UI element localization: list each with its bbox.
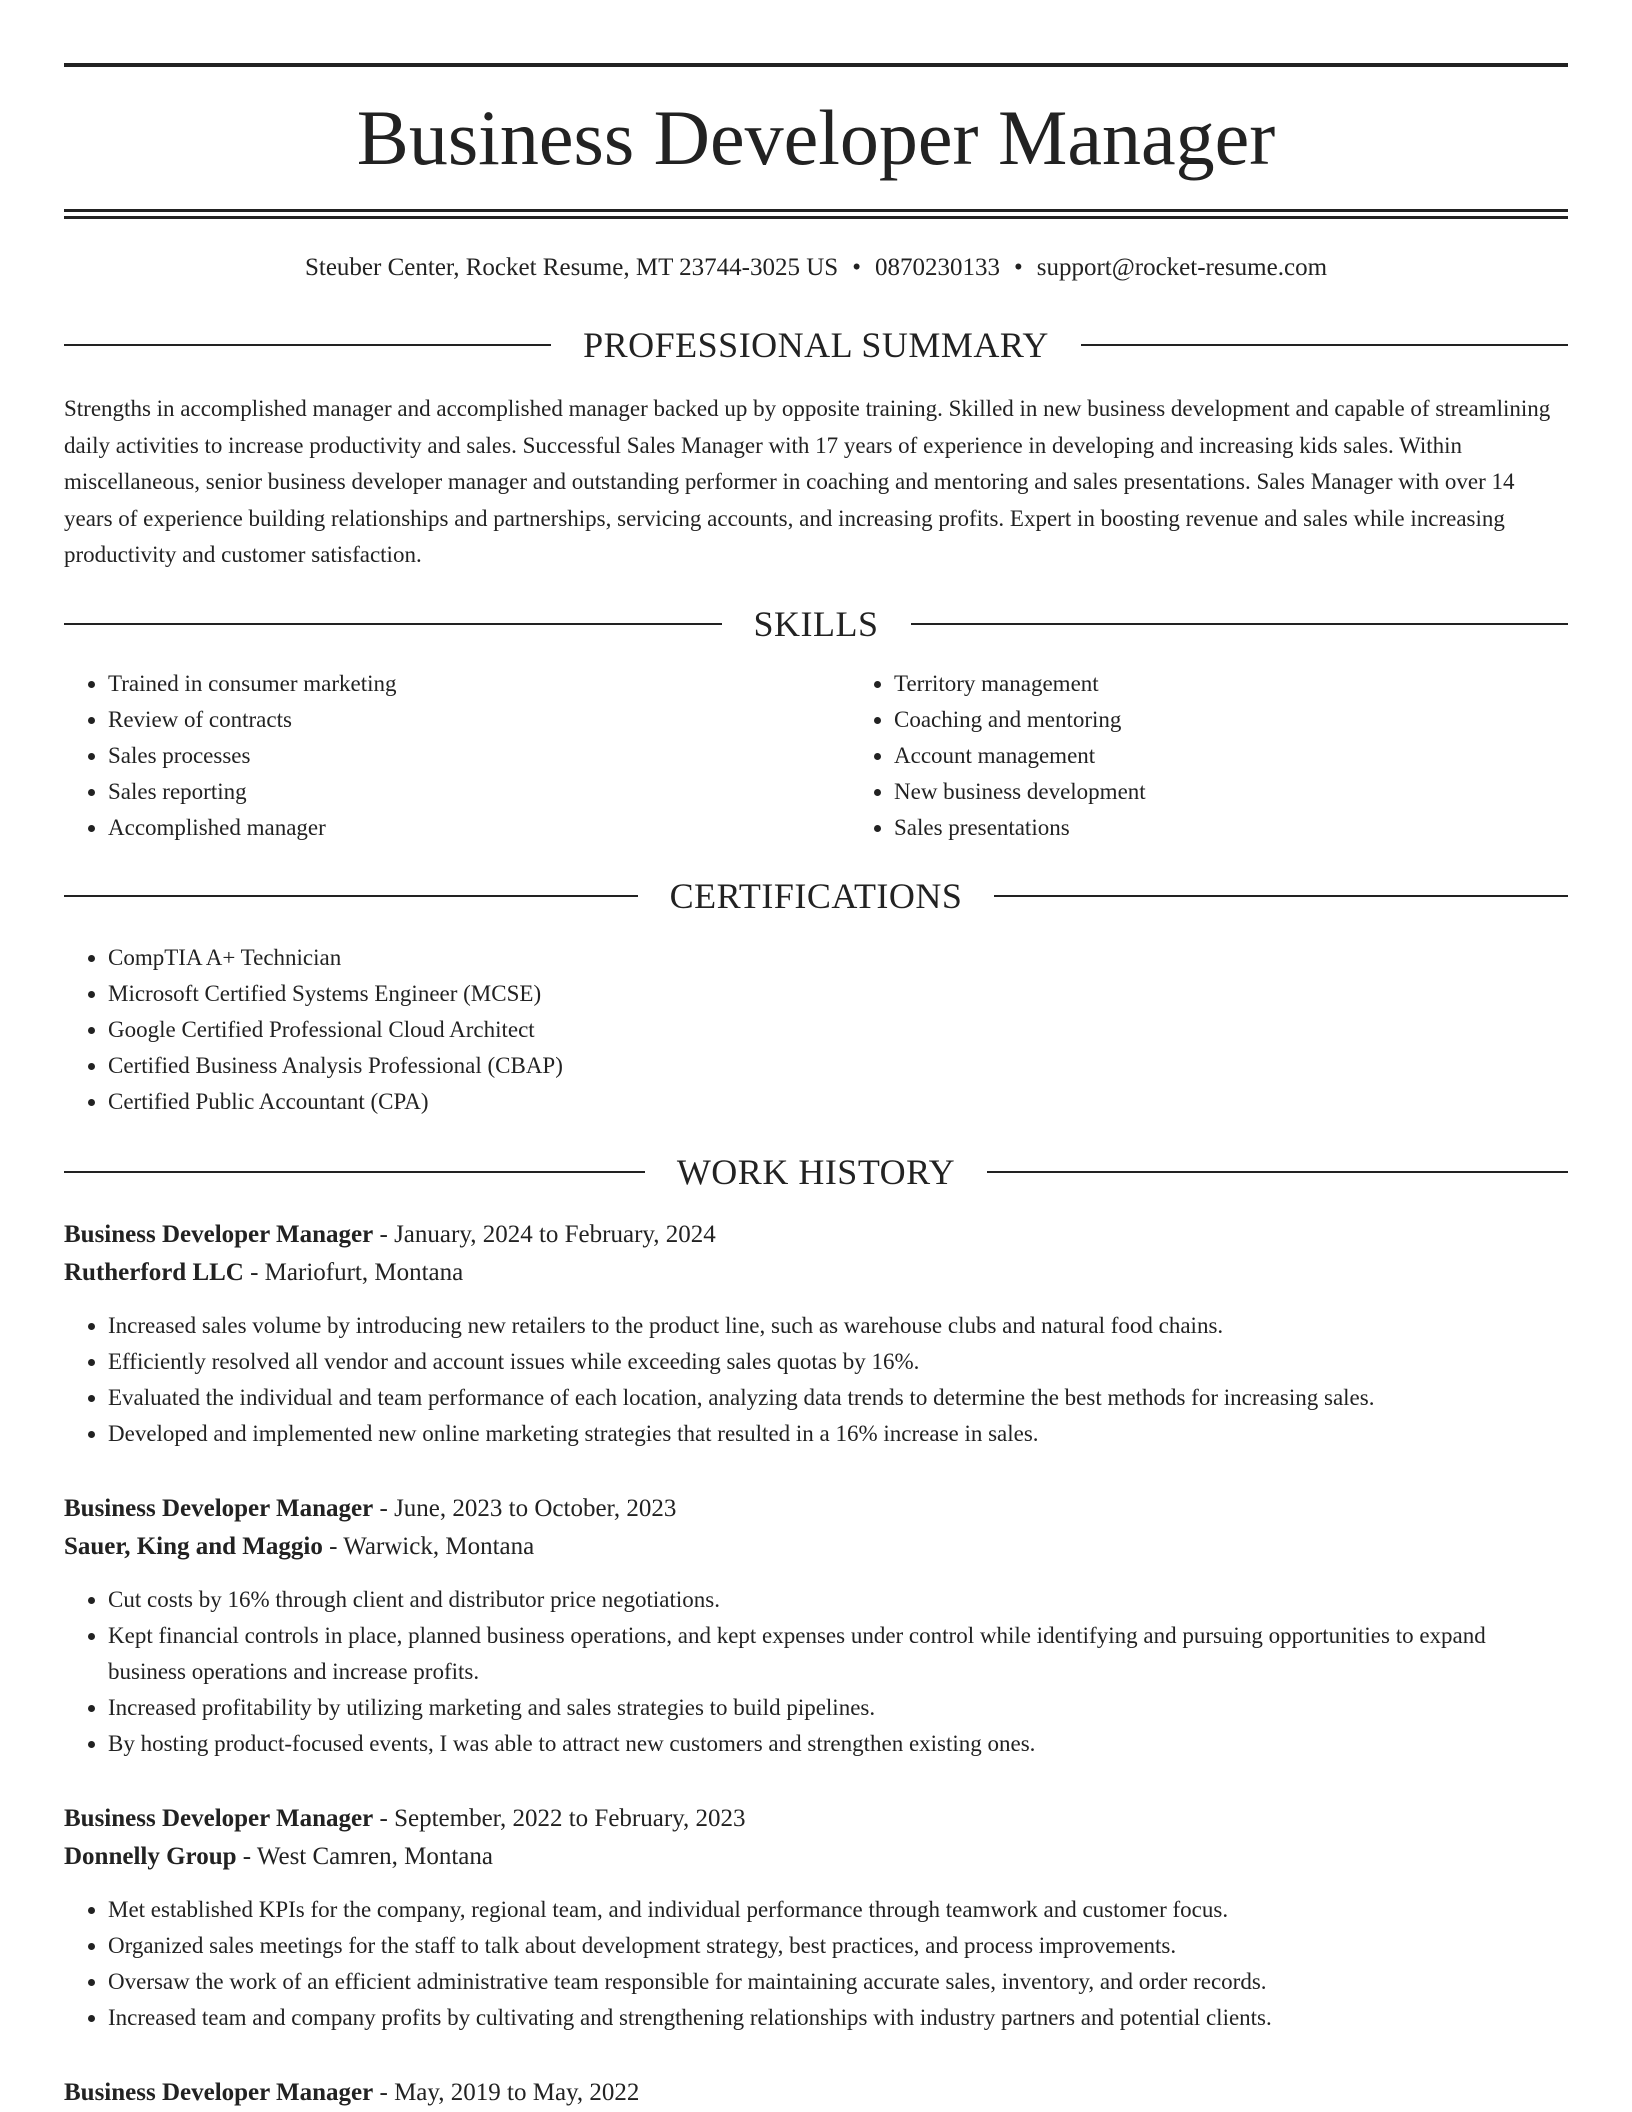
job-company-line bbox=[64, 1528, 1568, 1566]
job-bullet: • Organized sales meetings for the staff to talk about development strategy, best practices, and process improvements. bbox=[108, 1928, 1568, 1964]
resume-name-heading: Business Developer Manager bbox=[356, 94, 1276, 181]
section-heading-summary bbox=[64, 327, 1568, 363]
job-title: Business Developer Manager bbox=[64, 2078, 374, 2106]
job-entry bbox=[64, 1800, 1568, 2036]
job-bullets bbox=[64, 1308, 1568, 1452]
job-title: Business Developer Manager bbox=[64, 1494, 374, 1522]
contact-email: support@rocket-resume.com bbox=[1036, 254, 1328, 281]
header-top-rule bbox=[64, 63, 1568, 67]
job-dates: - September, 2022 to February, 2023 bbox=[373, 1804, 746, 1832]
section-heading-skills bbox=[64, 603, 1568, 644]
section-heading-label: SKILLS bbox=[753, 603, 879, 644]
skill-item: • Account management bbox=[894, 738, 1632, 774]
job-title-line bbox=[64, 1800, 1568, 1838]
job-entry bbox=[64, 1490, 1568, 1762]
job-company-line bbox=[64, 1838, 1568, 1876]
contact-line bbox=[64, 255, 1568, 283]
section-rule-right bbox=[1081, 344, 1568, 346]
job-company-line bbox=[64, 1254, 1568, 1292]
job-entry bbox=[64, 2074, 1568, 2112]
job-bullets bbox=[64, 1892, 1568, 2036]
skill-item: • Review of contracts bbox=[108, 702, 850, 738]
job-title-line bbox=[64, 1216, 1568, 1254]
job-title-line bbox=[64, 1490, 1568, 1528]
skills-list bbox=[64, 666, 1568, 846]
job-company: Sauer, King and Maggio bbox=[64, 1532, 323, 1560]
skill-item: • Sales presentations bbox=[894, 810, 1632, 846]
skills-column-right bbox=[850, 666, 1632, 846]
job-title-line bbox=[64, 2074, 1568, 2112]
skill-item: • Accomplished manager bbox=[108, 810, 850, 846]
contact-separator: • bbox=[1013, 254, 1023, 281]
section-rule-left bbox=[64, 895, 638, 897]
skills-column-left bbox=[64, 666, 850, 846]
job-bullet: • Increased team and company profits by cultivating and strengthening relationships with industry partners and potential clients. bbox=[108, 2000, 1568, 2036]
certification-item: • Certified Public Accountant (CPA) bbox=[108, 1084, 1568, 1120]
skill-item: • Coaching and mentoring bbox=[894, 702, 1632, 738]
contact-separator: • bbox=[852, 254, 861, 281]
skill-item: • Trained in consumer marketing bbox=[108, 666, 850, 702]
contact-address: Steuber Center, Rocket Resume, MT 23744-3025 US bbox=[304, 254, 839, 281]
work-history-list bbox=[64, 1216, 1568, 2112]
section-rule-right bbox=[987, 1171, 1568, 1173]
job-bullet: • Kept financial controls in place, planned business operations, and kept expenses under control while identifying and pursuing opportunities to expand business operations and increase profits. bbox=[108, 1618, 1568, 1690]
section-rule-left bbox=[64, 623, 722, 625]
skill-item: • New business development bbox=[894, 774, 1632, 810]
job-bullet: • Cut costs by 16% through client and distributor price negotiations. bbox=[108, 1582, 1568, 1618]
section-rule-right bbox=[994, 895, 1568, 897]
section-rule-left bbox=[64, 1171, 645, 1173]
job-bullet: • Efficiently resolved all vendor and account issues while exceeding sales quotas by 16%. bbox=[108, 1344, 1568, 1380]
section-heading-label: CERTIFICATIONS bbox=[669, 875, 963, 916]
resume-content bbox=[64, 63, 1568, 2112]
job-bullet: • Increased profitability by utilizing marketing and sales strategies to build pipelines. bbox=[108, 1690, 1568, 1726]
job-title: Business Developer Manager bbox=[64, 1804, 374, 1832]
job-entry bbox=[64, 1216, 1568, 1452]
section-heading-certifications bbox=[64, 875, 1568, 916]
job-company: Rutherford LLC bbox=[64, 1258, 244, 1286]
job-bullet: • Increased sales volume by introducing new retailers to the product line, such as warehouse clubs and natural food chains. bbox=[108, 1308, 1568, 1344]
skill-item: • Sales reporting bbox=[108, 774, 850, 810]
certification-item: • CompTIA A+ Technician bbox=[108, 940, 1568, 976]
header-double-rule bbox=[64, 209, 1568, 219]
job-dates: - May, 2019 to May, 2022 bbox=[373, 2078, 640, 2106]
section-heading-work-history bbox=[64, 1151, 1568, 1192]
job-title: Business Developer Manager bbox=[64, 1220, 374, 1248]
job-location: - Warwick, Montana bbox=[322, 1532, 535, 1560]
job-dates: - January, 2024 to February, 2024 bbox=[373, 1220, 716, 1248]
section-rule-right bbox=[911, 623, 1569, 625]
section-rule-left bbox=[64, 344, 551, 346]
professional-summary-text: Strengths in accomplished manager and accomplished manager backed up by opposite training. Skilled in new business development and capable of streamlining daily activities to increase productivity and sales. Successful Sales Manager with 17 years of experience in developing and increasing kids sales. Within miscellaneous, senior business developer manager and outstanding performer in coaching and mentoring and sales presentations. Sales Manager with over 14 years of experience building relationships and partnerships, servicing accounts, and increasing profits. Expert in boosting revenue and sales while increasing productivity and customer satisfaction. bbox=[64, 396, 1551, 567]
job-bullet: • By hosting product-focused events, I was able to attract new customers and strengthen existing ones. bbox=[108, 1726, 1568, 1762]
section-heading-label: PROFESSIONAL SUMMARY bbox=[583, 325, 1049, 365]
job-bullet: • Met established KPIs for the company, regional team, and individual performance through teamwork and customer focus. bbox=[108, 1892, 1568, 1928]
job-bullet: • Developed and implemented new online marketing strategies that resulted in a 16% increase in sales. bbox=[108, 1416, 1568, 1452]
job-location: - Mariofurt, Montana bbox=[243, 1258, 464, 1286]
job-bullets bbox=[64, 1582, 1568, 1762]
certification-item: • Microsoft Certified Systems Engineer (MCSE) bbox=[108, 976, 1568, 1012]
job-bullet: • Oversaw the work of an efficient administrative team responsible for maintaining accurate sales, inventory, and order records. bbox=[108, 1964, 1568, 2000]
certification-item: • Certified Business Analysis Professional (CBAP) bbox=[108, 1048, 1568, 1084]
contact-phone: 0870230133 bbox=[874, 254, 1000, 281]
job-location: - West Camren, Montana bbox=[236, 1842, 493, 1870]
skill-item: • Territory management bbox=[894, 666, 1632, 702]
section-heading-label: WORK HISTORY bbox=[676, 1151, 956, 1192]
skill-item: • Sales processes bbox=[108, 738, 850, 774]
certifications-list bbox=[64, 940, 1568, 1120]
certification-item: • Google Certified Professional Cloud Architect bbox=[108, 1012, 1568, 1048]
job-dates: - June, 2023 to October, 2023 bbox=[373, 1494, 677, 1522]
job-bullet: • Evaluated the individual and team performance of each location, analyzing data trends to determine the best methods for increasing sales. bbox=[108, 1380, 1568, 1416]
job-company: Donnelly Group bbox=[64, 1842, 237, 1870]
